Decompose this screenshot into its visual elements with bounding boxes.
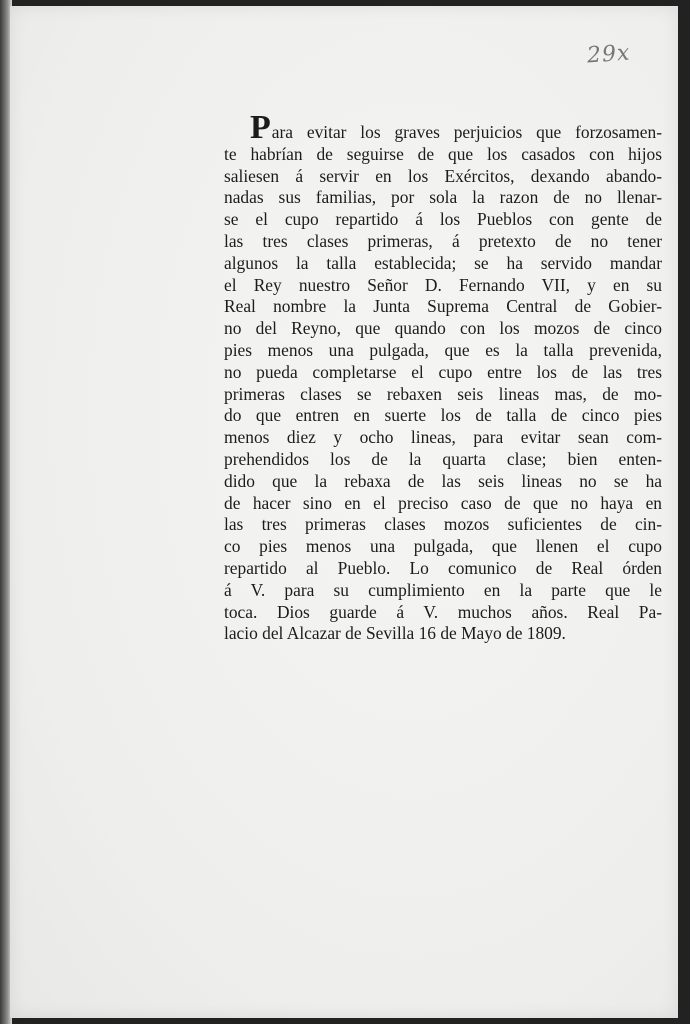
drop-cap: P — [250, 109, 271, 146]
text-line: do que entren en suerte los de talla de cinco pies — [224, 405, 662, 426]
text-line: co pies menos una pulgada, que llenen el cupo — [224, 536, 662, 557]
text-line: repartido al Pueblo. Lo comunico de Real órden — [224, 557, 662, 578]
text-line: no pueda completarse el cupo entre los de las tres — [224, 361, 662, 382]
text-line: te habrían de seguirse de que los casados con hijos — [224, 143, 662, 164]
text-line: prehendidos los de la quarta clase; bien enten- — [224, 448, 662, 469]
text-line: dido que la rebaxa de las seis lineas no se ha — [224, 470, 662, 491]
text-line: á V. para su cumplimiento en la parte que le — [224, 579, 662, 600]
text-line: de hacer sino en el preciso caso de que no haya en — [224, 492, 662, 513]
text-line: pies menos una pulgada, que es la talla prevenida, — [224, 339, 662, 360]
text-line: menos diez y ocho lineas, para evitar sean com- — [224, 427, 662, 448]
text-line: saliesen á servir en los Exércitos, dexando abando- — [224, 165, 662, 186]
text-line: el Rey nuestro Señor D. Fernando VII, y en su — [224, 274, 662, 295]
text-line: las tres clases primeras, á pretexto de no tener — [224, 230, 662, 251]
text-line: Para evitar los graves perjuicios que forzosamen- — [250, 109, 662, 146]
decree-text — [224, 109, 662, 645]
text-line: toca. Dios guarde á V. muchos años. Real Pa- — [224, 601, 662, 622]
text-line: las tres primeras clases mozos suficientes de cin- — [224, 514, 662, 535]
text-line: no del Reyno, que quando con los mozos de cinco — [224, 318, 662, 339]
text-line: nadas sus familias, por sola la razon de no llenar- — [224, 187, 662, 208]
text-line: algunos la talla establecida; se ha servido mandar — [224, 252, 662, 273]
text-line: primeras clases se rebaxen seis lineas mas, de mo- — [224, 383, 662, 404]
text-line: lacio del Alcazar de Sevilla 16 de Mayo de 1809. — [224, 623, 566, 644]
text-line: Real nombre la Junta Suprema Central de Gobier- — [224, 296, 662, 317]
paper-page — [10, 6, 678, 1018]
folio-number: 29x — [585, 40, 631, 69]
text-line: se el cupo repartido á los Pueblos con gente de — [224, 209, 662, 230]
